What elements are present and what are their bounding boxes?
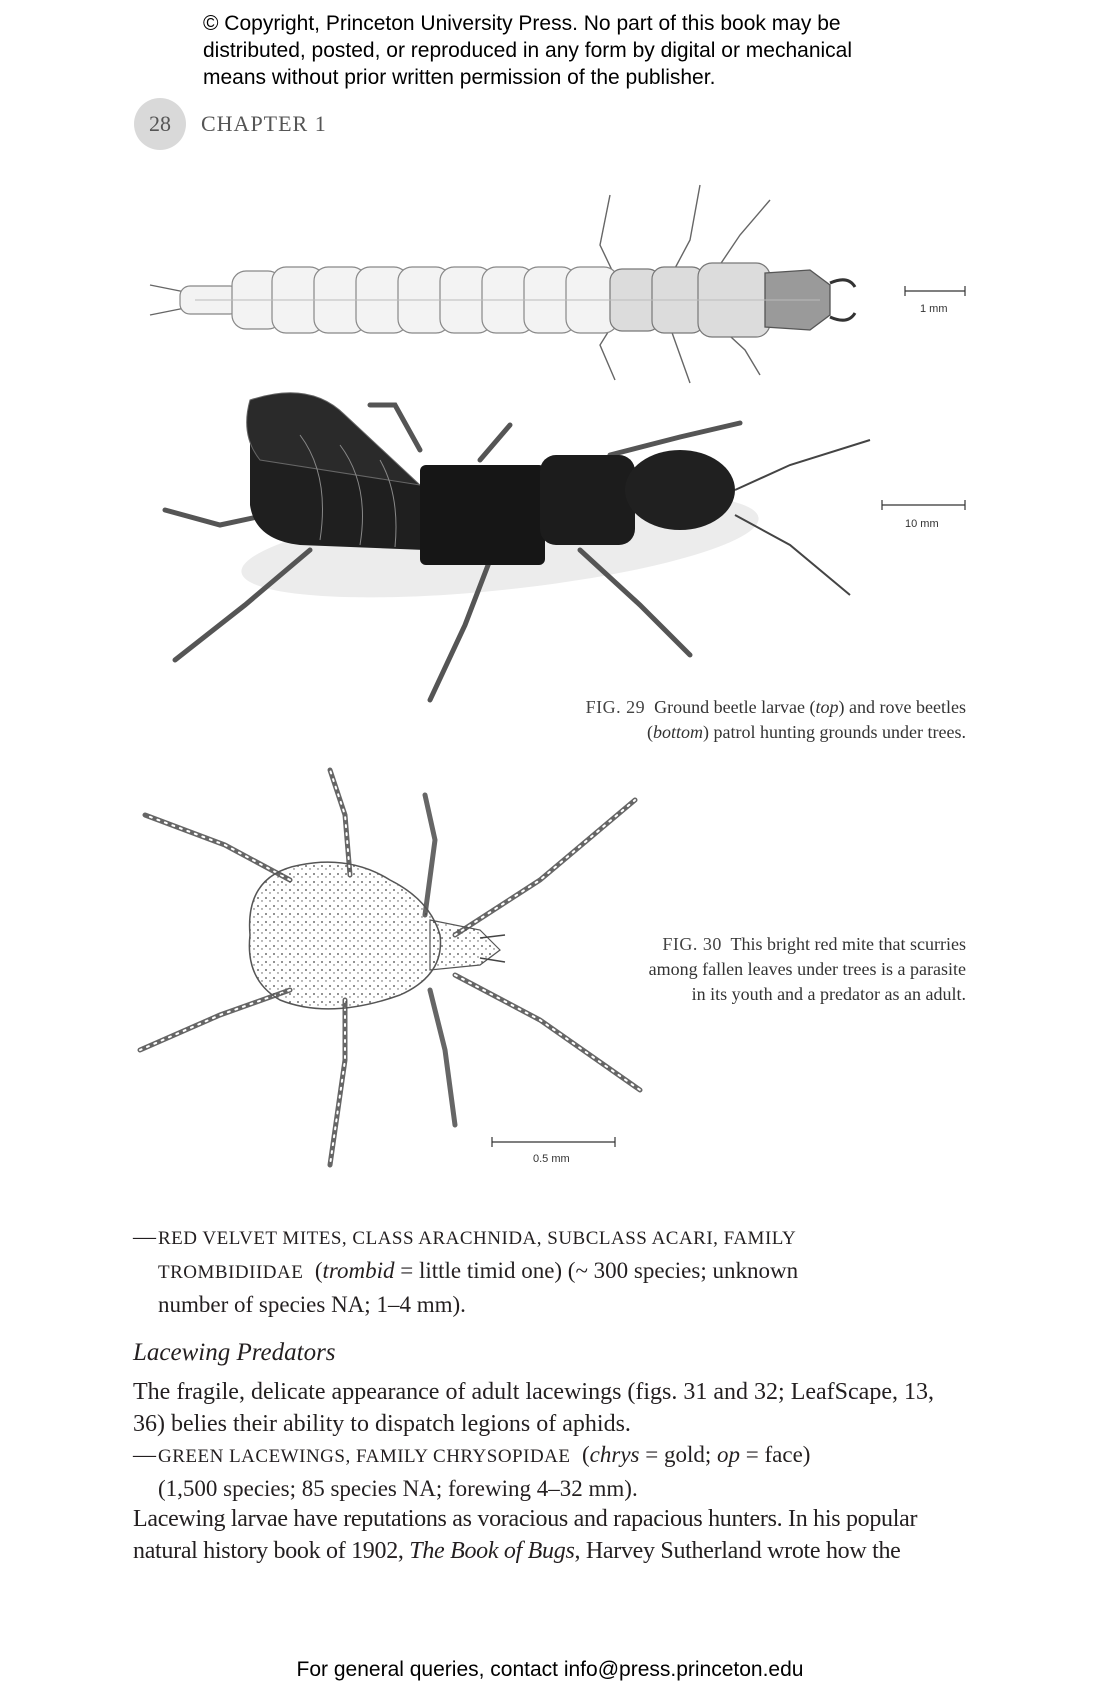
etymology-root: trombid bbox=[322, 1258, 395, 1283]
figure-29-label: FIG. 29 bbox=[585, 697, 646, 717]
caption-text: This bright red mite that scurries bbox=[730, 934, 966, 954]
em-dash: — bbox=[133, 1442, 156, 1467]
taxon-family: TROMBIDIIDAE bbox=[158, 1262, 304, 1283]
caption-text: ) patrol hunting grounds under trees. bbox=[703, 722, 966, 742]
taxon-entry-red-velvet-mites bbox=[133, 1221, 798, 1321]
chapter-heading: CHAPTER 1 bbox=[201, 111, 327, 136]
taxon-details: (1,500 species; 85 species NA; forewing 4–32 mm). bbox=[158, 1476, 638, 1501]
taxon-entry-green-lacewings bbox=[133, 1439, 810, 1505]
taxon-name: RED VELVET MITES, CLASS ARACHNIDA, SUBCLASS ACARI, FAMILY bbox=[158, 1228, 797, 1249]
caption-text: in its youth and a predator as an adult. bbox=[691, 984, 966, 1004]
caption-text: ) and rove beetles bbox=[838, 697, 966, 717]
etymology-text: = little timid one) (~ 300 species; unknown bbox=[394, 1258, 799, 1283]
book-title: The Book of Bugs bbox=[409, 1538, 575, 1564]
footer-contact: For general queries, contact info@press.princeton.edu bbox=[296, 1658, 804, 1681]
copyright-notice bbox=[203, 10, 923, 91]
section-heading: Lacewing Predators bbox=[133, 1339, 336, 1366]
em-dash: — bbox=[133, 1224, 156, 1249]
etymology-open: ( bbox=[314, 1258, 323, 1283]
page-number-badge bbox=[134, 98, 186, 150]
figure-30-caption bbox=[540, 932, 966, 1007]
ground-beetle-larva-illustration bbox=[0, 175, 1100, 385]
taxon-details: number of species NA; 1–4 mm). bbox=[158, 1292, 466, 1317]
larva-scale-label: 1 mm bbox=[920, 303, 948, 315]
figure-30-label: FIG. 30 bbox=[662, 934, 722, 954]
mite-scale-label: 0.5 mm bbox=[533, 1153, 570, 1165]
etymology-text: = face) bbox=[740, 1442, 811, 1467]
caption-text: ( bbox=[647, 722, 654, 742]
copyright-line: means without prior written permission of the publisher. bbox=[203, 66, 716, 89]
caption-text: Ground beetle larvae ( bbox=[654, 697, 816, 717]
copyright-line: distributed, posted, or reproduced in any form by digital or mechanical bbox=[203, 39, 853, 62]
paragraph-line: The fragile, delicate appearance of adult lacewings (figs. 31 and 32; LeafScape, 13, bbox=[133, 1379, 934, 1405]
caption-text: among fallen leaves under trees is a parasite bbox=[648, 959, 966, 979]
etymology-root: chrys bbox=[589, 1442, 640, 1467]
copyright-line: © Copyright, Princeton University Press. No part of this book may be bbox=[203, 12, 841, 35]
paragraph-line: Lacewing larvae have reputations as voracious and rapacious hunters. In his popular bbox=[133, 1506, 918, 1532]
paragraph bbox=[133, 1376, 968, 1440]
caption-italic: top bbox=[815, 697, 839, 717]
page-number: 28 bbox=[149, 111, 171, 136]
paragraph bbox=[133, 1503, 968, 1567]
paragraph-text: natural history book of 1902, bbox=[133, 1538, 410, 1564]
rove-scale-label: 10 mm bbox=[905, 518, 939, 530]
paragraph-text: , Harvey Sutherland wrote how the bbox=[574, 1538, 901, 1564]
taxon-name: GREEN LACEWINGS, FAMILY CHRYSOPIDAE bbox=[158, 1446, 571, 1467]
etymology-open: ( bbox=[582, 1442, 590, 1467]
caption-italic: bottom bbox=[653, 722, 704, 742]
etymology-text: = gold; bbox=[639, 1442, 718, 1467]
figure-29-caption bbox=[440, 695, 966, 745]
paragraph-line: 36) belies their ability to dispatch legions of aphids. bbox=[133, 1411, 631, 1437]
rove-beetle-illustration bbox=[0, 375, 1100, 720]
etymology-root: op bbox=[717, 1442, 741, 1467]
